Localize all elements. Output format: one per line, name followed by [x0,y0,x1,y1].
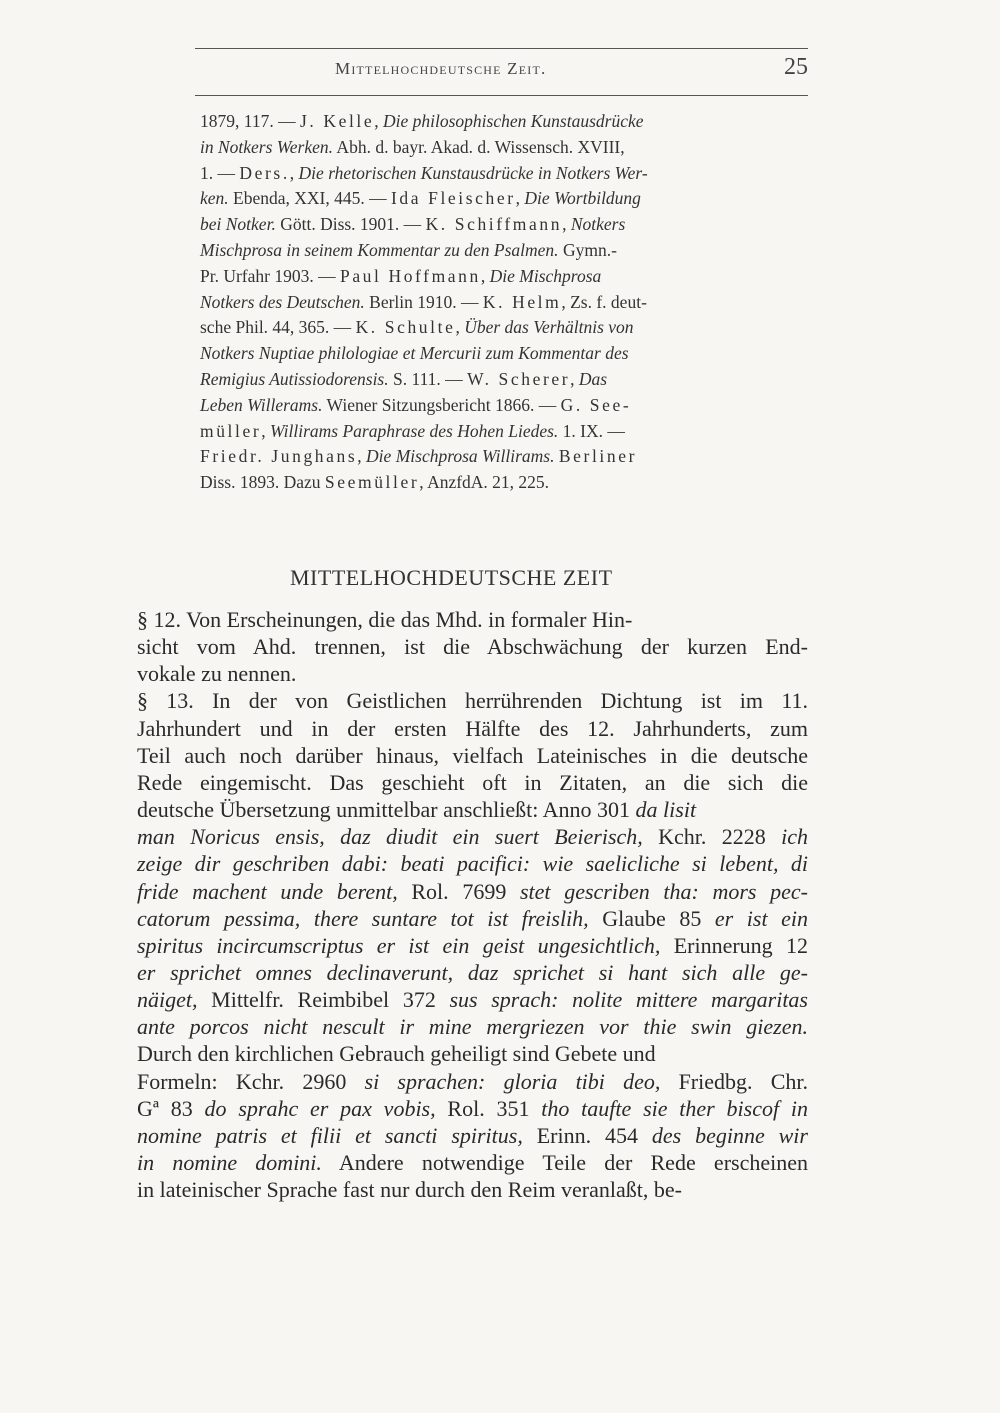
text-run: W. Scherer [467,369,571,389]
text-line [137,906,808,932]
text-run: , [515,188,525,209]
text-run: er sprichet omnes declinaverunt, daz sprichet si hant sich alle ge- [137,959,808,985]
text-run: Glaube 85 [588,905,715,931]
text-line [137,960,808,986]
text-run: tho taufte sie ther biscof in [541,1095,808,1121]
text-line [137,879,808,905]
text-run: 1. IX. — [558,420,625,441]
text-line [137,1096,808,1122]
text-line [137,688,808,714]
text-run: Willirams Paraphrase des Hohen Liedes. [270,420,559,441]
text-line [137,661,296,687]
text-run: Gött. Diss. 1901. — [275,214,426,235]
text-run: des beginne wir [651,1122,808,1148]
footnote-line [200,343,629,364]
text-run: Abh. d. bayr. Akad. d. Wissensch. XVIII, [333,136,625,157]
text-run: Notkers Nuptiae philologiae et Mercurii zum Kommentar des [200,343,629,364]
text-run: spiritus incircumscriptus er ist ein geist ungesichtlich, [137,932,661,958]
text-run: Ebenda, XXI, 445. — [228,188,391,209]
footnote-line [200,214,625,235]
text-run: in Notkers Werken. [200,136,334,157]
text-line [137,607,632,633]
text-run: Paul Hoffmann [339,265,481,286]
text-line [137,1069,808,1095]
text-run: Mischprosa in seinem Kommentar zu den Psalmen. [200,240,559,260]
text-run: J. Kelle [299,111,375,131]
footnote-line [200,317,634,338]
text-run: fride machent unde berent, [137,878,398,904]
text-line [137,824,808,850]
text-line [137,634,808,660]
text-run: Berlin 1910. — [364,291,483,312]
footnote-line [200,369,607,390]
text-run: Die philosophischen Kunstausdrücke [383,111,644,131]
text-run: Berliner [558,446,638,467]
text-run: Notkers [570,214,626,235]
footnote-line [200,472,549,493]
text-run: K. Schulte [355,317,456,338]
text-run: Gymn.- [558,240,617,260]
text-line [137,1041,656,1067]
text-run: man Noricus ensis, daz diudit ein suert Beierisch, [137,824,643,850]
text-run: Rol. 351 [435,1095,542,1121]
text-run: nomine patris et filii et sancti spiritus, [137,1122,523,1148]
text-run: Ders. [239,162,290,183]
text-run: näiget, [137,987,198,1013]
text-run: Seemüller [324,472,420,493]
text-run: Gª 83 [137,1095,205,1121]
text-run: si sprachen: gloria tibi deo, [364,1068,661,1094]
text-run: do sprahc er pax vobis, [204,1095,436,1121]
text-run: bei Notker. [200,214,276,235]
text-run: Jahrhundert und in der ersten Hälfte des 12. Jahrhunderts, zum [137,715,808,741]
text-run: deutsche Übersetzung unmittelbar anschließt: Anno 301 [137,797,636,823]
text-run: Mittelfr. Reimbibel 372 [197,987,450,1013]
text-run: sche Phil. 44, 365. — [200,317,356,338]
text-run: sus sprach: nolite mittere margaritas [449,987,808,1013]
text-run: Erinnerung 12 [660,932,808,958]
running-header [195,48,808,96]
text-run: , [289,162,299,183]
text-run: Die rhetorischen Kunstausdrücke in Notkers Wer- [298,162,648,183]
text-line [137,1014,808,1040]
text-run: Durch den kirchlichen Gebrauch geheiligt sind Gebete und [137,1041,656,1067]
footnote-line [200,163,648,184]
page-number: 25 [784,54,808,80]
text-run: K. Schiffmann [425,214,563,235]
text-run: stet gescriben tha: mors pec- [519,878,809,904]
text-run: S. 111. — [388,369,468,389]
text-run: Leben Willerams. [200,394,323,415]
text-run: 1879, 117. — [200,111,300,131]
text-line [137,770,808,796]
text-run: , Zs. f. deut- [561,291,647,312]
text-run: Wiener Sitzungsbericht 1866. — [322,394,561,415]
text-line [137,1177,682,1203]
text-run: zeige dir geschriben dabi: beati pacifici: wie saelicliche si lebent, di [137,851,808,877]
text-run: Rol. 7699 [397,878,520,904]
text-run: Erinn. 454 [522,1122,652,1148]
text-run: müller [200,420,262,441]
text-run: ante porcos nicht nescult ir mine mergriezen vor thie swin giezen. [137,1014,808,1040]
text-line [137,1150,808,1176]
text-run: Notkers des Deutschen. [200,291,365,312]
text-run: , [357,446,367,467]
text-run: da lisit [635,797,697,823]
footnote-line [200,188,641,209]
text-run: sicht vom Ahd. trennen, ist die Abschwächung der kurzen End- [137,634,808,660]
text-run: Remigius Autissiodorensis. [200,369,389,389]
footnote-line [200,292,647,313]
text-run: in nomine domini. [137,1150,322,1175]
text-run: , [261,420,271,441]
text-run: , [562,214,571,235]
text-run: 1. — [200,162,240,183]
footnote-line [200,395,631,416]
text-run: catorum pessima, there suntare tot ist freislih, [137,905,589,931]
text-run: Die Mischprosa Willirams. [366,446,555,467]
text-line [137,987,808,1013]
text-run: vokale zu nennen. [137,661,297,687]
text-run: , [374,111,383,131]
text-run: Andere notwendige Teile der Rede erscheinen [321,1150,808,1175]
text-run: , [570,369,579,389]
text-run: , [480,265,490,286]
text-run: ken. [200,188,229,209]
text-run: Die Mischprosa [489,265,602,286]
running-title: Mittelhochdeutsche Zeit. [335,59,547,78]
text-run: , [455,317,465,338]
text-run: Über das Verhältnis von [464,317,634,338]
text-run: er ist ein [714,905,808,931]
text-line [137,1123,808,1149]
text-run: Diss. 1893. Dazu [200,472,325,493]
text-run: in lateinischer Sprache fast nur durch den Reim veranlaßt, be- [137,1177,682,1203]
text-run: K. Helm [482,291,562,312]
text-line [137,797,696,823]
text-run: Das [578,369,608,389]
text-run: Pr. Urfahr 1903. — [200,265,340,286]
text-line [137,743,808,769]
footnote-line [200,137,625,158]
footnote-line [200,111,644,132]
text-run: Teil auch noch darüber hinaus, vielfach Lateinisches in die deutsche [137,742,808,768]
footnote-line [200,240,617,261]
footnote-line [200,421,625,442]
text-run: Rede eingemischt. Das geschieht oft in Zitaten, an die sich die [137,769,808,795]
section-title: MITTELHOCHDEUTSCHE ZEIT [290,565,613,590]
text-line [137,933,808,959]
text-run: Friedr. Junghans [200,446,358,467]
text-run: Die Wortbildung [524,188,641,209]
text-run: § 13. In der von Geistlichen herrührenden Dichtung ist im 11. [137,688,808,714]
text-run: Friedbg. Chr. [660,1068,808,1094]
text-line [137,716,808,742]
text-run: Formeln: Kchr. 2960 [137,1068,365,1094]
text-run: , AnzfdA. 21, 225. [419,472,550,493]
text-run: Kchr. 2228 [642,824,782,850]
footnote-line [200,446,637,467]
text-run: G. See- [560,394,632,415]
text-run: Ida Fleischer [391,188,516,209]
text-line [137,851,808,877]
footnote-line [200,266,601,287]
text-run: § 12. Von Erscheinungen, die das Mhd. in formaler Hin- [137,607,633,632]
text-run: ich [781,824,808,850]
